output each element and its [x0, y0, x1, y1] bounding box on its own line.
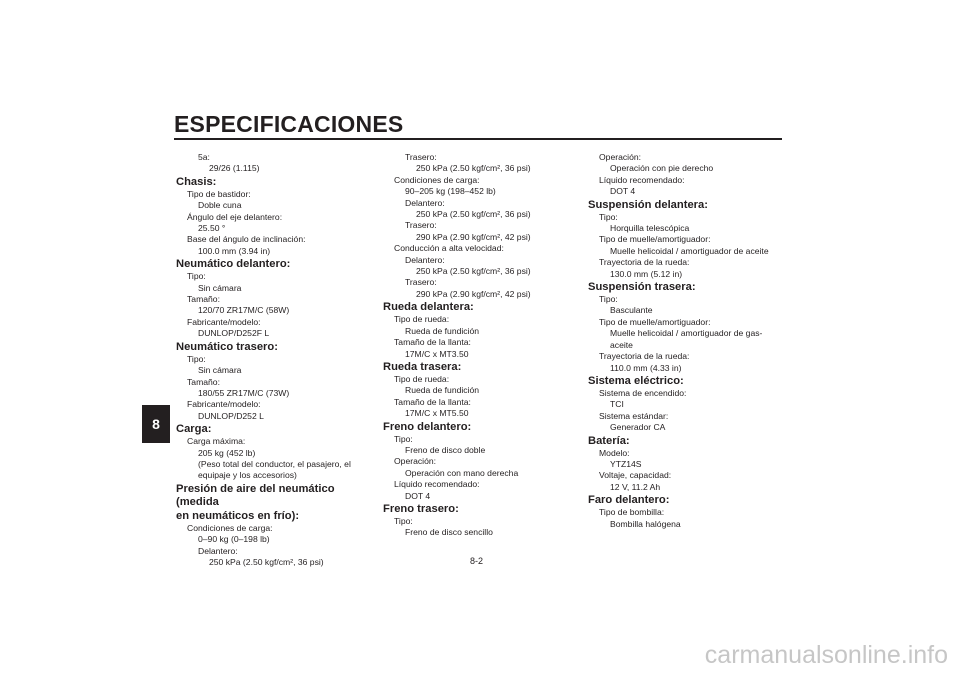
spec-column-1	[176, 152, 366, 568]
spec-value: 130.0 mm (5.12 in)	[610, 268, 683, 279]
spec-value: Trasero:	[405, 220, 437, 231]
section-heading: Suspensión delantera:	[588, 198, 708, 211]
spec-label: Sistema estándar:	[599, 410, 669, 421]
spec-value: Horquilla telescópica	[610, 223, 690, 234]
spec-value: Rueda de fundición	[405, 325, 480, 336]
spec-label: Tipo de bombilla:	[599, 507, 665, 518]
spec-value: Freno de disco sencillo	[405, 527, 493, 538]
spec-label: Carga máxima:	[187, 436, 246, 447]
section-heading: Neumático delantero:	[176, 258, 291, 271]
spec-value: 90–205 kg (198–452 lb)	[405, 186, 496, 197]
section-heading: Batería:	[588, 434, 630, 447]
section-heading: Sistema eléctrico:	[588, 374, 684, 387]
spec-label: Tamaño:	[187, 294, 220, 305]
spec-value: Delantero:	[405, 254, 445, 265]
spec-label: Condiciones de carga:	[187, 522, 273, 533]
spec-value: aceite	[610, 339, 633, 350]
spec-value: Muelle helicoidal / amortiguador de aceite	[610, 245, 769, 256]
spec-value: Bombilla halógena	[610, 518, 681, 529]
spec-label: Modelo:	[599, 447, 630, 458]
spec-value: 110.0 mm (4.33 in)	[610, 362, 682, 373]
spec-label: Trayectoria de la rueda:	[599, 257, 690, 268]
spec-label: Tipo:	[187, 353, 206, 364]
spec-value: Freno de disco doble	[405, 444, 486, 455]
spec-value: Muelle helicoidal / amortiguador de gas-	[610, 328, 763, 339]
section-heading: Chasis:	[176, 175, 217, 188]
section-heading: Rueda delantera:	[383, 301, 474, 314]
spec-value: Operación con pie derecho	[610, 163, 714, 174]
spec-value: 180/55 ZR17M/C (73W)	[198, 387, 290, 398]
spec-value: DUNLOP/D252F L	[198, 328, 270, 339]
spec-label: Voltaje, capacidad:	[599, 470, 672, 481]
spec-value: DUNLOP/D252 L	[198, 410, 264, 421]
spec-value: Rueda de fundición	[405, 385, 480, 396]
spec-label: Tipo:	[187, 271, 206, 282]
page-title: ESPECIFICACIONES	[174, 111, 404, 137]
spec-subvalue: 250 kPa (2.50 kgf/cm², 36 psi)	[416, 209, 531, 220]
spec-label: Conducción a alta velocidad:	[394, 243, 504, 254]
spec-label: Fabricante/modelo:	[187, 399, 261, 410]
spec-label: Líquido recomendado:	[599, 174, 685, 185]
spec-value: 120/70 ZR17M/C (58W)	[198, 305, 290, 316]
spec-label: Tamaño de la llanta:	[394, 337, 471, 348]
watermark: carmanualsonline.info	[704, 641, 948, 669]
spec-label: Operación:	[599, 152, 642, 162]
chapter-tab: 8	[142, 405, 170, 443]
spec-subvalue: 250 kPa (2.50 kgf/cm², 36 psi)	[416, 266, 531, 277]
section-heading: Freno delantero:	[383, 420, 472, 433]
spec-subvalue: 29/26 (1.115)	[209, 163, 260, 174]
spec-value: Sin cámara	[198, 282, 242, 293]
spec-value: Doble cuna	[198, 200, 242, 211]
spec-label: Tipo:	[599, 294, 618, 305]
spec-value: Delantero:	[405, 197, 445, 208]
section-heading: Neumático trasero:	[176, 340, 278, 353]
spec-value: 17M/C x MT3.50	[405, 348, 469, 359]
spec-value: Basculante	[610, 305, 653, 316]
spec-value: TCI	[610, 399, 624, 410]
spec-value: YTZ14S	[610, 458, 642, 469]
section-heading: Faro delantero:	[588, 494, 670, 507]
spec-label: Base del ángulo de inclinación:	[187, 234, 306, 245]
spec-value: 12 V, 11.2 Ah	[610, 481, 661, 492]
page-number: 8-2	[470, 556, 484, 566]
spec-value: Trasero:	[405, 277, 437, 288]
spec-subvalue: 290 kPa (2.90 kgf/cm², 42 psi)	[416, 231, 531, 242]
spec-label: Condiciones de carga:	[394, 174, 480, 185]
section-heading: en neumáticos en frío):	[176, 509, 300, 522]
spec-label: Ángulo del eje delantero:	[187, 211, 283, 222]
spec-label: Tipo de rueda:	[394, 373, 450, 384]
section-heading: Freno trasero:	[383, 502, 459, 515]
spec-label: Tipo de muelle/amortiguador:	[599, 316, 711, 327]
spec-label: Tamaño de la llanta:	[394, 396, 471, 407]
spec-value: 5a:	[198, 152, 210, 162]
spec-value: 205 kg (452 lb)	[198, 447, 256, 458]
spec-value: equipaje y los accesorios)	[198, 470, 297, 481]
spec-value: Trasero:	[405, 152, 437, 162]
spec-value: Operación con mano derecha	[405, 467, 519, 478]
spec-value: Delantero:	[198, 545, 238, 556]
spec-column-3	[588, 152, 778, 530]
spec-column-2	[383, 152, 573, 539]
spec-label: Sistema de encendido:	[599, 387, 687, 398]
title-rule	[174, 138, 782, 140]
section-heading: Rueda trasera:	[383, 360, 462, 373]
spec-label: Tipo de bastidor:	[187, 188, 251, 199]
spec-label: Tipo de muelle/amortiguador:	[599, 234, 711, 245]
spec-label: Líquido recomendado:	[394, 479, 480, 490]
spec-label: Tamaño:	[187, 376, 220, 387]
spec-label: Operación:	[394, 456, 437, 467]
spec-subvalue: 250 kPa (2.50 kgf/cm², 36 psi)	[209, 556, 324, 567]
spec-value: Generador CA	[610, 422, 666, 433]
spec-value: DOT 4	[405, 490, 431, 501]
spec-value: 17M/C x MT5.50	[405, 408, 469, 419]
spec-value: (Peso total del conductor, el pasajero, el	[198, 458, 351, 469]
section-heading: Presión de aire del neumático (medida	[176, 482, 335, 508]
spec-label: Tipo de rueda:	[394, 314, 450, 325]
section-heading: Carga:	[176, 423, 212, 436]
spec-subvalue: 290 kPa (2.90 kgf/cm², 42 psi)	[416, 288, 531, 299]
section-heading: Suspensión trasera:	[588, 281, 696, 294]
spec-label: Tipo:	[394, 433, 413, 444]
spec-value: DOT 4	[610, 186, 636, 197]
spec-label: Tipo:	[599, 211, 618, 222]
spec-label: Tipo:	[394, 515, 413, 526]
spec-label: Fabricante/modelo:	[187, 316, 261, 327]
spec-value: 25.50 °	[198, 223, 226, 234]
spec-value: Sin cámara	[198, 365, 242, 376]
spec-value: 100.0 mm (3.94 in)	[198, 245, 271, 256]
spec-label: Trayectoria de la rueda:	[599, 351, 690, 362]
spec-subvalue: 250 kPa (2.50 kgf/cm², 36 psi)	[416, 163, 531, 174]
spec-value: 0–90 kg (0–198 lb)	[198, 534, 270, 545]
